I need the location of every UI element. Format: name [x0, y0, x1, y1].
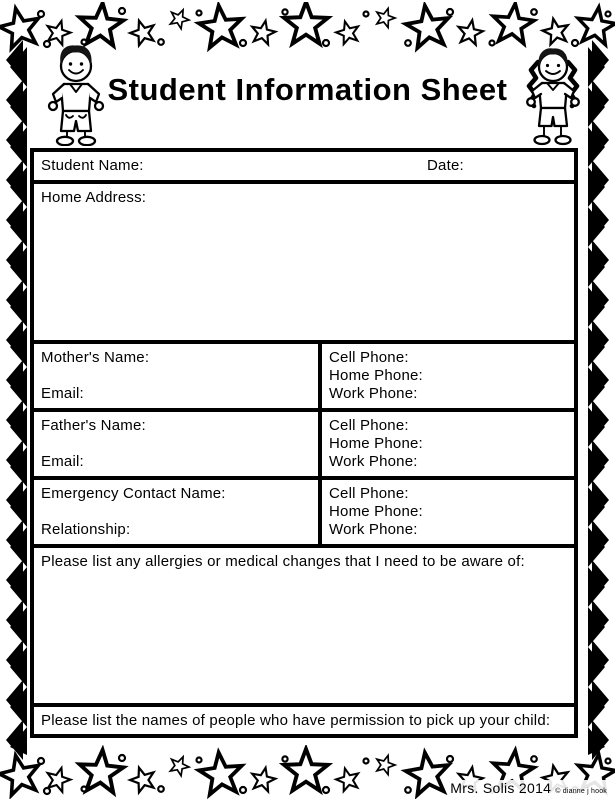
mother-work-phone-label: Work Phone: [329, 384, 418, 402]
phone-line [329, 435, 567, 453]
father-cell-phone-label: Cell Phone: [329, 416, 409, 434]
mother-name-input-area[interactable] [41, 366, 311, 385]
father-email-label: Email: [41, 452, 84, 470]
father-work-phone-input-area[interactable] [418, 453, 567, 471]
emergency-contact-section [34, 480, 574, 548]
mother-cell-phone-label: Cell Phone: [329, 348, 409, 366]
mother-email-label: Email: [41, 384, 84, 402]
father-name-input-area[interactable] [41, 434, 311, 453]
father-name-cell [34, 412, 322, 476]
zigzag-border-right [586, 40, 614, 762]
father-email-input-area[interactable] [84, 453, 311, 471]
father-cell-phone-input-area[interactable] [409, 417, 567, 435]
mother-name-cell [34, 344, 322, 408]
allergies-label: Please list any allergies or medical changes that I need to be aware of: [41, 552, 525, 570]
credit-line [448, 780, 609, 796]
emergency-cell-phone-input-area[interactable] [409, 485, 567, 503]
emergency-home-phone-input-area[interactable] [423, 503, 567, 521]
emergency-phones-cell [322, 480, 574, 544]
father-work-phone-label: Work Phone: [329, 452, 418, 470]
mother-phones-cell [322, 344, 574, 408]
emergency-contact-name-input-area[interactable] [41, 502, 311, 521]
date-group [427, 157, 567, 175]
zigzag-border-left [1, 40, 29, 762]
pickup-permission-label: Please list the names of people who have permission to pick up your child: [41, 712, 551, 729]
student-name-input-area[interactable] [144, 157, 427, 175]
emergency-contact-name-label: Emergency Contact Name: [41, 484, 226, 502]
girl-clipart-icon [516, 46, 590, 152]
relationship-line [41, 521, 311, 539]
boy-clipart-icon [40, 42, 110, 146]
student-name-label: Student Name: [41, 157, 144, 174]
emergency-work-phone-input-area[interactable] [418, 521, 567, 539]
date-label: Date: [427, 157, 464, 174]
phone-line [329, 485, 567, 503]
phone-line [329, 453, 567, 471]
author-signature: Mrs. Solis 2014 [450, 780, 552, 796]
copyright-text: © dianne j hook [555, 788, 607, 795]
phone-line [329, 367, 567, 385]
home-address-label: Home Address: [41, 189, 147, 206]
mother-home-phone-label: Home Phone: [329, 366, 423, 384]
student-name-group [41, 157, 427, 175]
page-title: Student Information Sheet [107, 72, 508, 107]
emergency-name-cell [34, 480, 322, 544]
home-address-row [34, 184, 574, 344]
emergency-cell-phone-label: Cell Phone: [329, 484, 409, 502]
allergies-input-area[interactable] [41, 570, 567, 699]
pickup-permission-section [34, 707, 574, 734]
student-name-date-row [34, 152, 574, 184]
mother-email-line [41, 385, 311, 403]
phone-line [329, 503, 567, 521]
allergies-section [34, 548, 574, 708]
father-phones-cell [322, 412, 574, 476]
father-section [34, 412, 574, 480]
info-form [30, 148, 578, 738]
emergency-work-phone-label: Work Phone: [329, 520, 418, 538]
father-home-phone-label: Home Phone: [329, 434, 423, 452]
phone-line [329, 385, 567, 403]
phone-line [329, 349, 567, 367]
relationship-label: Relationship: [41, 520, 131, 538]
phone-line [329, 417, 567, 435]
mother-cell-phone-input-area[interactable] [409, 349, 567, 367]
father-email-line [41, 453, 311, 471]
phone-line [329, 521, 567, 539]
home-address-input-area[interactable] [41, 206, 567, 335]
father-home-phone-input-area[interactable] [423, 435, 567, 453]
mother-home-phone-input-area[interactable] [423, 367, 567, 385]
relationship-input-area[interactable] [130, 521, 311, 539]
mother-email-input-area[interactable] [84, 385, 311, 403]
mother-section [34, 344, 574, 412]
date-input-area[interactable] [464, 157, 567, 175]
emergency-home-phone-label: Home Phone: [329, 502, 423, 520]
mother-work-phone-input-area[interactable] [418, 385, 567, 403]
mother-name-label: Mother's Name: [41, 348, 150, 366]
father-name-label: Father's Name: [41, 416, 146, 434]
